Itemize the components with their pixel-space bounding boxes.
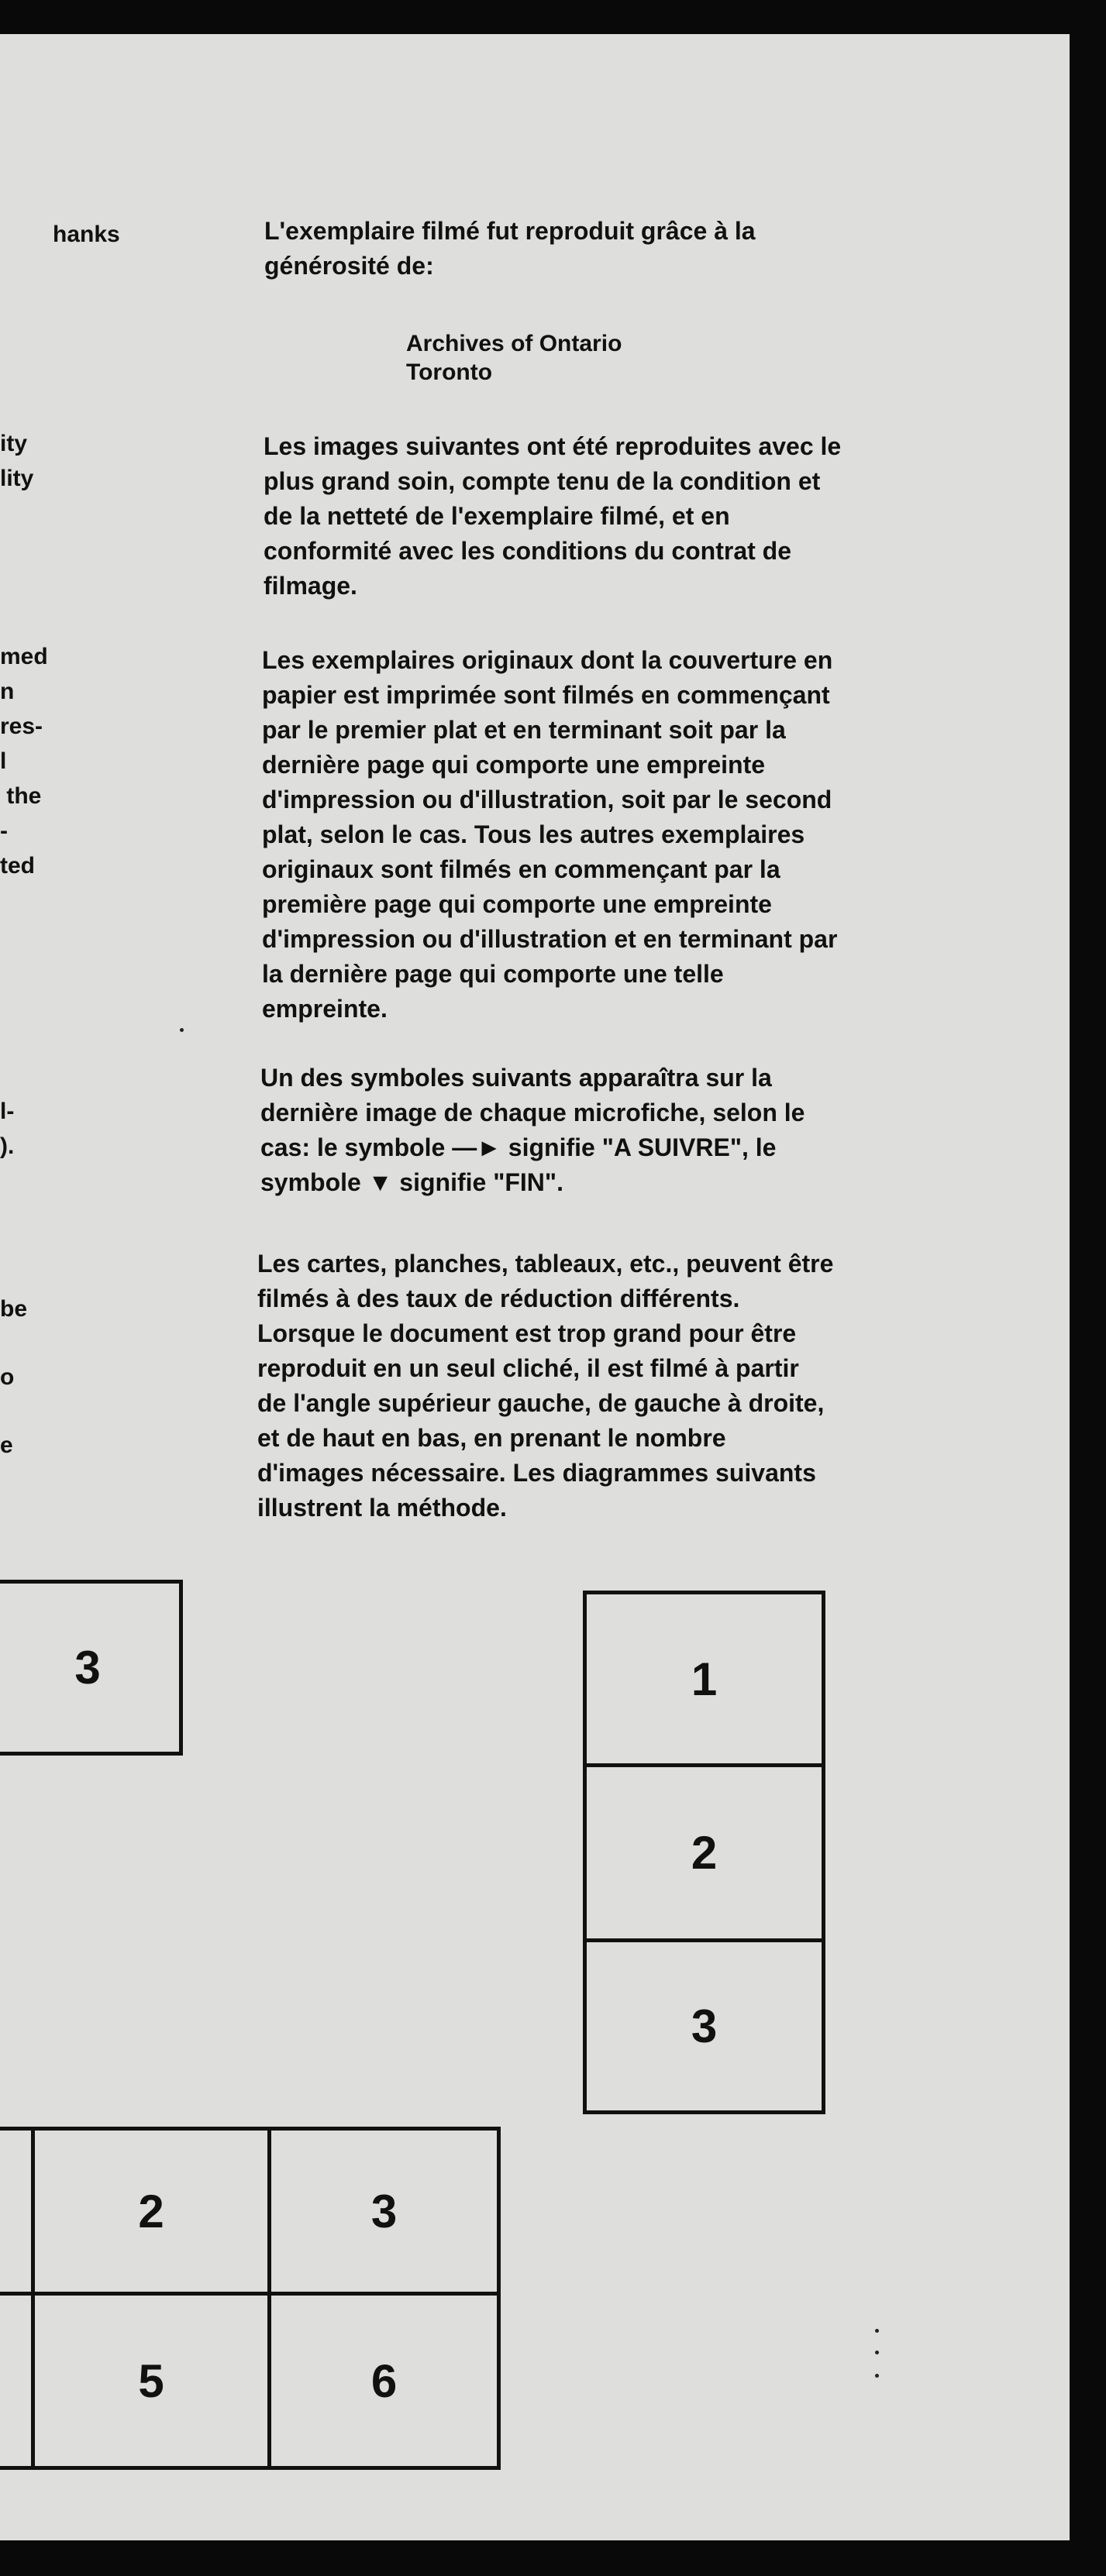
arrow-symbol-icon: —►	[452, 1133, 501, 1161]
left-fragment: l-	[0, 1099, 15, 1124]
end-triangle-icon: ▼	[367, 1168, 393, 1196]
symbols-line: dernière image de chaque microfiche, selon le	[260, 1099, 805, 1126]
archive-city: Toronto	[406, 359, 493, 385]
left-fragment: be	[0, 1296, 28, 1322]
diagram-cell	[0, 2127, 35, 2296]
maps-paragraph: Les cartes, planches, tableaux, etc., peuvent être filmés à des taux de réduction différents. Lorsque le document est trop grand pour être reproduit en un seul cliché, il est filmé à partir de l'angle supérieur gauche, de gauche à droite, et de haut en bas, en prenant le nombre d'images nécessaire. Les diagrammes suivants illustrent la méthode.	[257, 1250, 834, 1522]
left-fragment: ted	[0, 853, 35, 879]
symbols-line: cas: le symbole	[260, 1133, 453, 1161]
symbols-paragraph	[260, 1061, 1016, 1200]
left-fragment: the	[0, 783, 42, 809]
left-fragment: hanks	[53, 222, 120, 247]
symbols-line: signifie "FIN".	[392, 1168, 563, 1196]
diagram-number: 3	[691, 2000, 718, 2052]
left-fragment: o	[0, 1364, 15, 1390]
diagram-cell	[583, 1591, 825, 1767]
diagram-cell	[583, 1763, 825, 1942]
left-fragment: e	[0, 1432, 13, 1458]
diagram-number: 6	[370, 2354, 398, 2407]
left-fragment: lity	[0, 466, 34, 491]
scan-speck	[180, 1028, 184, 1032]
left-fragment: l	[0, 748, 7, 774]
left-fragment: res-	[0, 714, 43, 739]
scan-speck	[875, 2351, 879, 2354]
diagram-number: 2	[138, 2185, 164, 2237]
left-fragment: -	[0, 818, 8, 844]
diagram-number: 3	[370, 2185, 398, 2237]
microfiche-target-page	[0, 34, 1070, 2540]
left-fragment: ity	[0, 431, 28, 456]
diagram-number: 3	[74, 1642, 101, 1694]
diagram-cell	[31, 2127, 271, 2296]
diagram-cell	[583, 1938, 825, 2114]
diagram-cell	[0, 2292, 35, 2470]
scan-speck	[875, 2329, 879, 2333]
images-paragraph: Les images suivantes ont été reproduites avec le plus grand soin, compte tenu de la condition et de la netteté de l'exemplaire filmé, et en conformité avec les conditions du contrat de filmage.	[264, 432, 842, 600]
left-fragment: med	[0, 644, 48, 669]
diagram-cell	[267, 2127, 501, 2296]
left-fragment: ).	[0, 1133, 15, 1159]
scan-speck	[875, 2374, 879, 2378]
diagram-number: 1	[691, 1653, 718, 1705]
diagram-cell	[267, 2292, 501, 2470]
symbols-line: Un des symboles suivants apparaîtra sur la	[260, 1064, 772, 1092]
diagram-number: 5	[138, 2354, 164, 2407]
diagram-cell	[0, 1580, 183, 1756]
archive-name: Archives of Ontario	[406, 331, 622, 356]
symbols-line: signifie "A SUIVRE", le	[501, 1133, 777, 1161]
left-fragment: n	[0, 679, 15, 704]
diagram-number: 2	[691, 1827, 718, 1879]
originals-paragraph: Les exemplaires originaux dont la couverture en papier est imprimée sont filmés en commençant par le premier plat et en terminant soit par la dernière page qui comporte une empreinte d'impression ou d'illustration, soit par le second plat, selon le cas. Tous les autres exemplaires originaux sont filmés en commençant par la première page qui comporte une empreinte d'impression ou d'illustration et en terminant par la dernière page qui comporte une telle empreinte.	[262, 646, 838, 1023]
intro-paragraph: L'exemplaire filmé fut reproduit grâce à la générosité de:	[264, 217, 756, 280]
symbols-line: symbole	[260, 1168, 368, 1196]
diagram-cell	[31, 2292, 271, 2470]
